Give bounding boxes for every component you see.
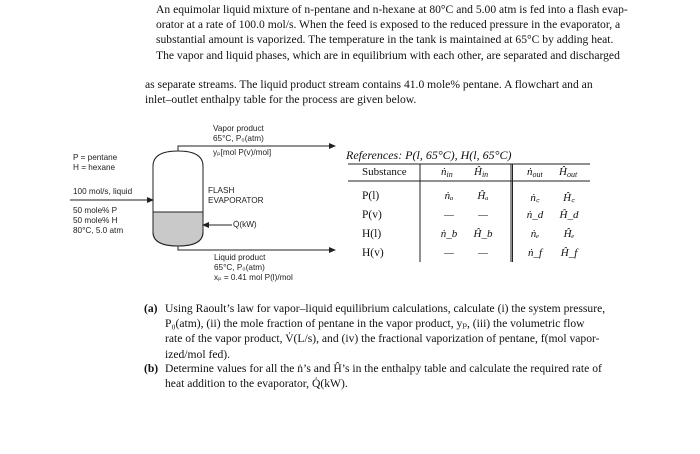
row-h-out: Ĥ_d (559, 209, 579, 221)
header-n-in (441, 166, 453, 179)
question-a-text (165, 301, 654, 362)
question-a-label: (a) (144, 302, 158, 315)
header-substance: Substance (362, 166, 407, 178)
intro-line: substantial amount is vaporized. The temperature in the tank is maintained at 65°C by adding heat. (156, 33, 614, 47)
header-h-in-subscript: in (481, 170, 489, 179)
heat-duty-label: Q̇(kW) (233, 220, 257, 229)
legend-pentane: P = pentane (73, 153, 118, 162)
evaporator-label-1: FLASH (208, 186, 235, 195)
header-n-in-subscript: in (446, 170, 453, 179)
question-a-line: P₀(atm), (ii) the mole fraction of pentane in the vapor product, yₚ, (iii) the volumetric flow (165, 317, 585, 331)
header-h-out (559, 166, 577, 179)
question-a-line: ized/mol fed). (165, 347, 231, 361)
row-substance: P(l) (362, 190, 380, 202)
intro-line: orator at a rate of 100.0 mol/s. When the feed is exposed to the reduced pressure in the evaporator, a (156, 18, 621, 32)
header-h-out-symbol: Ĥ (559, 166, 567, 178)
feed-rate: 100 mol/s, liquid (73, 187, 133, 196)
flash-evaporator-vessel (153, 151, 203, 246)
vapor-product-conditions: 65°C, P₀(atm) (213, 134, 264, 143)
intro-line: An equimolar liquid mixture of n-pentane and n-hexane at 80°C and 5.00 atm is fed into a flash evap- (156, 3, 628, 16)
question-b-line: heat addition to the evaporator, Q̇(kW). (165, 377, 348, 391)
question-b-label: (b) (144, 362, 159, 375)
row-h-in: — (478, 209, 488, 221)
question-b-line: Determine values for all the ṅ’s and Ĥ’s in the enthalpy table and calculate the required rate of (165, 362, 602, 375)
vapor-product-label: Vapor product (213, 124, 264, 133)
feed-hexane: 50 mole% H (73, 216, 118, 225)
header-n-out-symbol: ṅ (527, 166, 533, 178)
row-h-out: Ĥ꜀ (563, 192, 575, 204)
question-a-line: rate of the vapor product, V̇(L/s), and (iv) the fractional vaporization of pentane, f(mol vapor- (165, 332, 600, 346)
liquid-product-label: Liquid product (214, 253, 266, 262)
header-n-out (527, 166, 543, 179)
row-substance: H(v) (362, 247, 384, 259)
question-b-text (165, 361, 654, 391)
references-text: References: P(l, 65°C), H(l, 65°C) (346, 148, 512, 162)
header-h-out-subscript: out (566, 170, 578, 179)
legend-hexane: H = hexane (73, 163, 116, 172)
row-substance: P(v) (362, 209, 382, 221)
evaporator-label-2: EVAPORATOR (208, 196, 264, 205)
vapor-product-fraction: yₚ[mol P(v)/mol] (213, 148, 272, 157)
header-h-in-symbol: Ĥ (474, 166, 482, 178)
row-n-in: — (444, 209, 454, 221)
liquid-outlet-arrow (178, 246, 335, 250)
intro-line: The vapor and liquid phases, which are in equilibrium with each other, are separated and discharged (156, 48, 620, 62)
row-substance: H(l) (362, 228, 382, 240)
row-n-in: ṅ_b (440, 228, 458, 240)
row-n-out: ṅₑ (530, 228, 540, 240)
row-h-out: Ĥₑ (563, 228, 575, 240)
feed-conditions: 80°C, 5.0 atm (73, 226, 124, 235)
row-h-in: Ĥₐ (477, 190, 489, 202)
row-n-in: — (444, 247, 454, 259)
header-n-out-subscript: out (532, 170, 543, 179)
header-h-in (474, 166, 488, 179)
row-n-out: ṅ_d (526, 209, 544, 221)
liquid-product-conditions: 65°C, P₀(atm) (214, 263, 265, 272)
liquid-product-fraction: xₚ = 0.41 mol P(l)/mol (214, 273, 293, 282)
row-n-in: ṅₐ (444, 190, 454, 202)
question-a-line: Using Raoult’s law for vapor–liquid equilibrium calculations, calculate (i) the system pressure, (165, 302, 606, 315)
table-references (346, 148, 511, 163)
row-n-out: ṅ_f (527, 247, 543, 259)
row-n-out: ṅ꜀ (530, 192, 540, 204)
continuation-line: inlet–outlet enthalpy table for the process are given below. (145, 93, 417, 107)
row-h-out: Ĥ_f (560, 247, 578, 259)
row-h-in: Ĥ_b (473, 228, 493, 240)
continuation-line: as separate streams. The liquid product stream contains 41.0 mole% pentane. A flowchart and an (145, 78, 593, 91)
header-n-in-symbol: ṅ (441, 166, 447, 178)
row-h-in: — (478, 247, 488, 259)
feed-pentane: 50 mole% P (73, 206, 118, 215)
